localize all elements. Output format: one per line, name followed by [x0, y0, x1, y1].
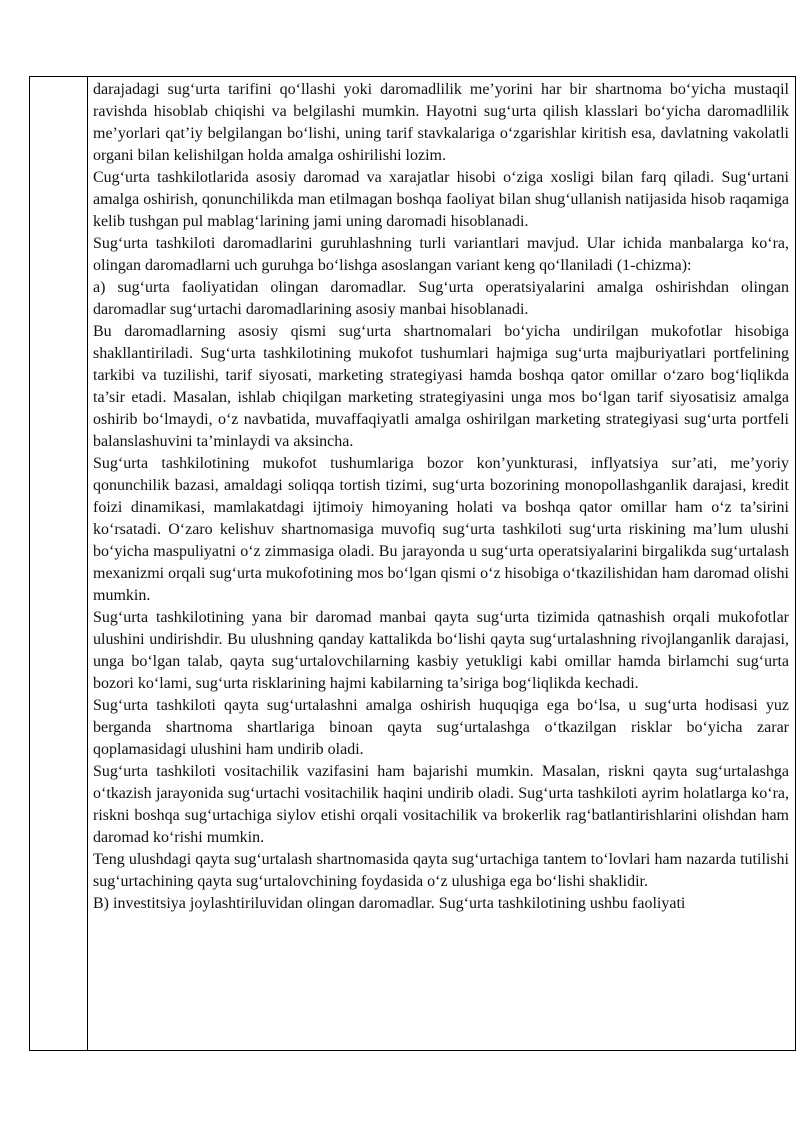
paragraph: Teng ulushdagi qayta sug‘urtalash shartnomasida qayta sug‘urtachiga tantem to‘lovlari ham nazarda tutilishi sug‘urtachining qayta sug‘urtalovchining foydasida o‘z ulushiga ega bo‘lishi shaklidir. [93, 851, 789, 890]
paragraph: darajadagi sug‘urta tarifini qo‘llashi yoki daromadlilik me’yorini har bir shartnoma bo‘yicha mustaqil ravishda hisoblab chiqishi va belgilashi mumkin. Hayotni sug‘urta qilish klasslari bo‘yicha daromadlilik me’yorlari qat’iy belgilangan bo‘lishi, uning tarif stavkalariga o‘zgarishlar kiritish esa, davlatning vakolatli organi bilan kelishilgan holda amalga oshirilishi lozim. [93, 81, 789, 164]
paragraph: Sug‘urta tashkiloti daromadlarini guruhlashning turli variantlari mavjud. Ular ichida manbalarga ko‘ra, olingan daromadlarni uch guruhga bo‘lishga asoslangan variant keng qo‘llaniladi (1-chizma): [93, 235, 789, 274]
paragraph: Bu daromadlarning asosiy qismi sug‘urta shartnomalari bo‘yicha undirilgan mukofotlar hisobiga shakllantiriladi. Sug‘urta tashkilotining mukofot tushumlari hajmiga sug‘urta majburiyatlari portfelining tarkibi va tuzilishi, tarif siyosati, marketing strategiyasi hamda boshqa qator omillar o‘zaro bog‘liqlikda ta’sir etadi. Masalan, ishlab chiqilgan marketing strategiyasini unga mos bo‘lgan tarif siyosatisiz amalga oshirib bo‘lmaydi, o‘z navbatida, muvaffaqiyatli amalga oshirilgan marketing strategiyasi sug‘urta portfeli balanslashuvini ta’minlaydi va aksincha. [93, 323, 789, 450]
paragraph: Sug‘urta tashkilotining mukofot tushumlariga bozor kon’yunkturasi, inflyatsiya sur’ati, me’yoriy qonunchilik bazasi, amaldagi soliqqa tortish tizimi, sug‘urta bozorining monopollashganlik darajasi, kredit foizi dinamikasi, mamlakatdagi ijtimoiy himoyaning holati va boshqa qator omillar ham o‘z ta’sirini ko‘rsatadi. O‘zaro kelishuv shartnomasiga muvofiq sug‘urta tashkiloti sug‘urta riskining ma’lum ulushi bo‘yicha maspuliyatni o‘z zimmasiga oladi. Bu jarayonda u sug‘urta operatsiyalarini birgalikda sug‘urtalash mexanizmi orqali sug‘urta mukofotining mos bo‘lgan qismi o‘z hisobiga o‘tkazilishidan ham daromad olishi mumkin. [93, 455, 789, 604]
paragraph: B) investitsiya joylashtiriluvidan olingan daromadlar. Sug‘urta tashkilotining ushbu faoliyati [93, 895, 686, 912]
paragraph: Sug‘urta tashkilotining yana bir daromad manbai qayta sug‘urta tizimida qatnashish orqali mukofotlar ulushini undirishdir. Bu ulushning qanday kattalikda bo‘lishi qayta sug‘urtalashning rivojlanganlik darajasi, unga bo‘lgan talab, qayta sug‘urtalovchilarning kasbiy yetukligi kabi omillar hamda birlamchi sug‘urta bozori ko‘lami, sug‘urta risklarining hajmi kabilarning ta’siriga bog‘liqlikda kechadi. [93, 609, 789, 692]
paragraph: Sug‘urta tashkiloti qayta sug‘urtalashni amalga oshirish huquqiga ega bo‘lsa, u sug‘urta hodisasi yuz berganda shartnoma shartlariga binoan qayta sug‘urtalashga o‘tkazilgan risklar bo‘yicha zarar qoplamasidagi ulushini ham undirib oladi. [93, 697, 789, 758]
paragraph: Sug‘urta tashkiloti vositachilik vazifasini ham bajarishi mumkin. Masalan, riskni qayta sug‘urtalashga o‘tkazish jarayonida sug‘urtachi vositachilik haqini undirib oladi. Sug‘urta tashkiloti ayrim holatlarga ko‘ra, riskni boshqa sug‘urtachiga siylov etishi orqali vositachilik va brokerlik rag‘batlantirishlarini olishdan ham daromad ko‘rishi mumkin. [93, 763, 789, 846]
paragraph: a) sug‘urta faoliyatidan olingan daromadlar. Sug‘urta operatsiyalarini amalga oshirishdan olingan daromadlar sug‘urtachi daromadlarining asosiy manbai hisoblanadi. [93, 279, 789, 318]
paragraph: Cug‘urta tashkilotlarida asosiy daromad va xarajatlar hisobi o‘ziga xosligi bilan farq qiladi. Sug‘urtani amalga oshirish, qonunchilikda man etilmagan boshqa faoliyat bilan shug‘ullanish natijasida hisob raqamiga kelib tushgan pul mablag‘larining jami uning daromadi hisoblanadi. [93, 169, 789, 230]
text-cell [93, 79, 789, 1049]
column-divider [87, 76, 88, 1051]
